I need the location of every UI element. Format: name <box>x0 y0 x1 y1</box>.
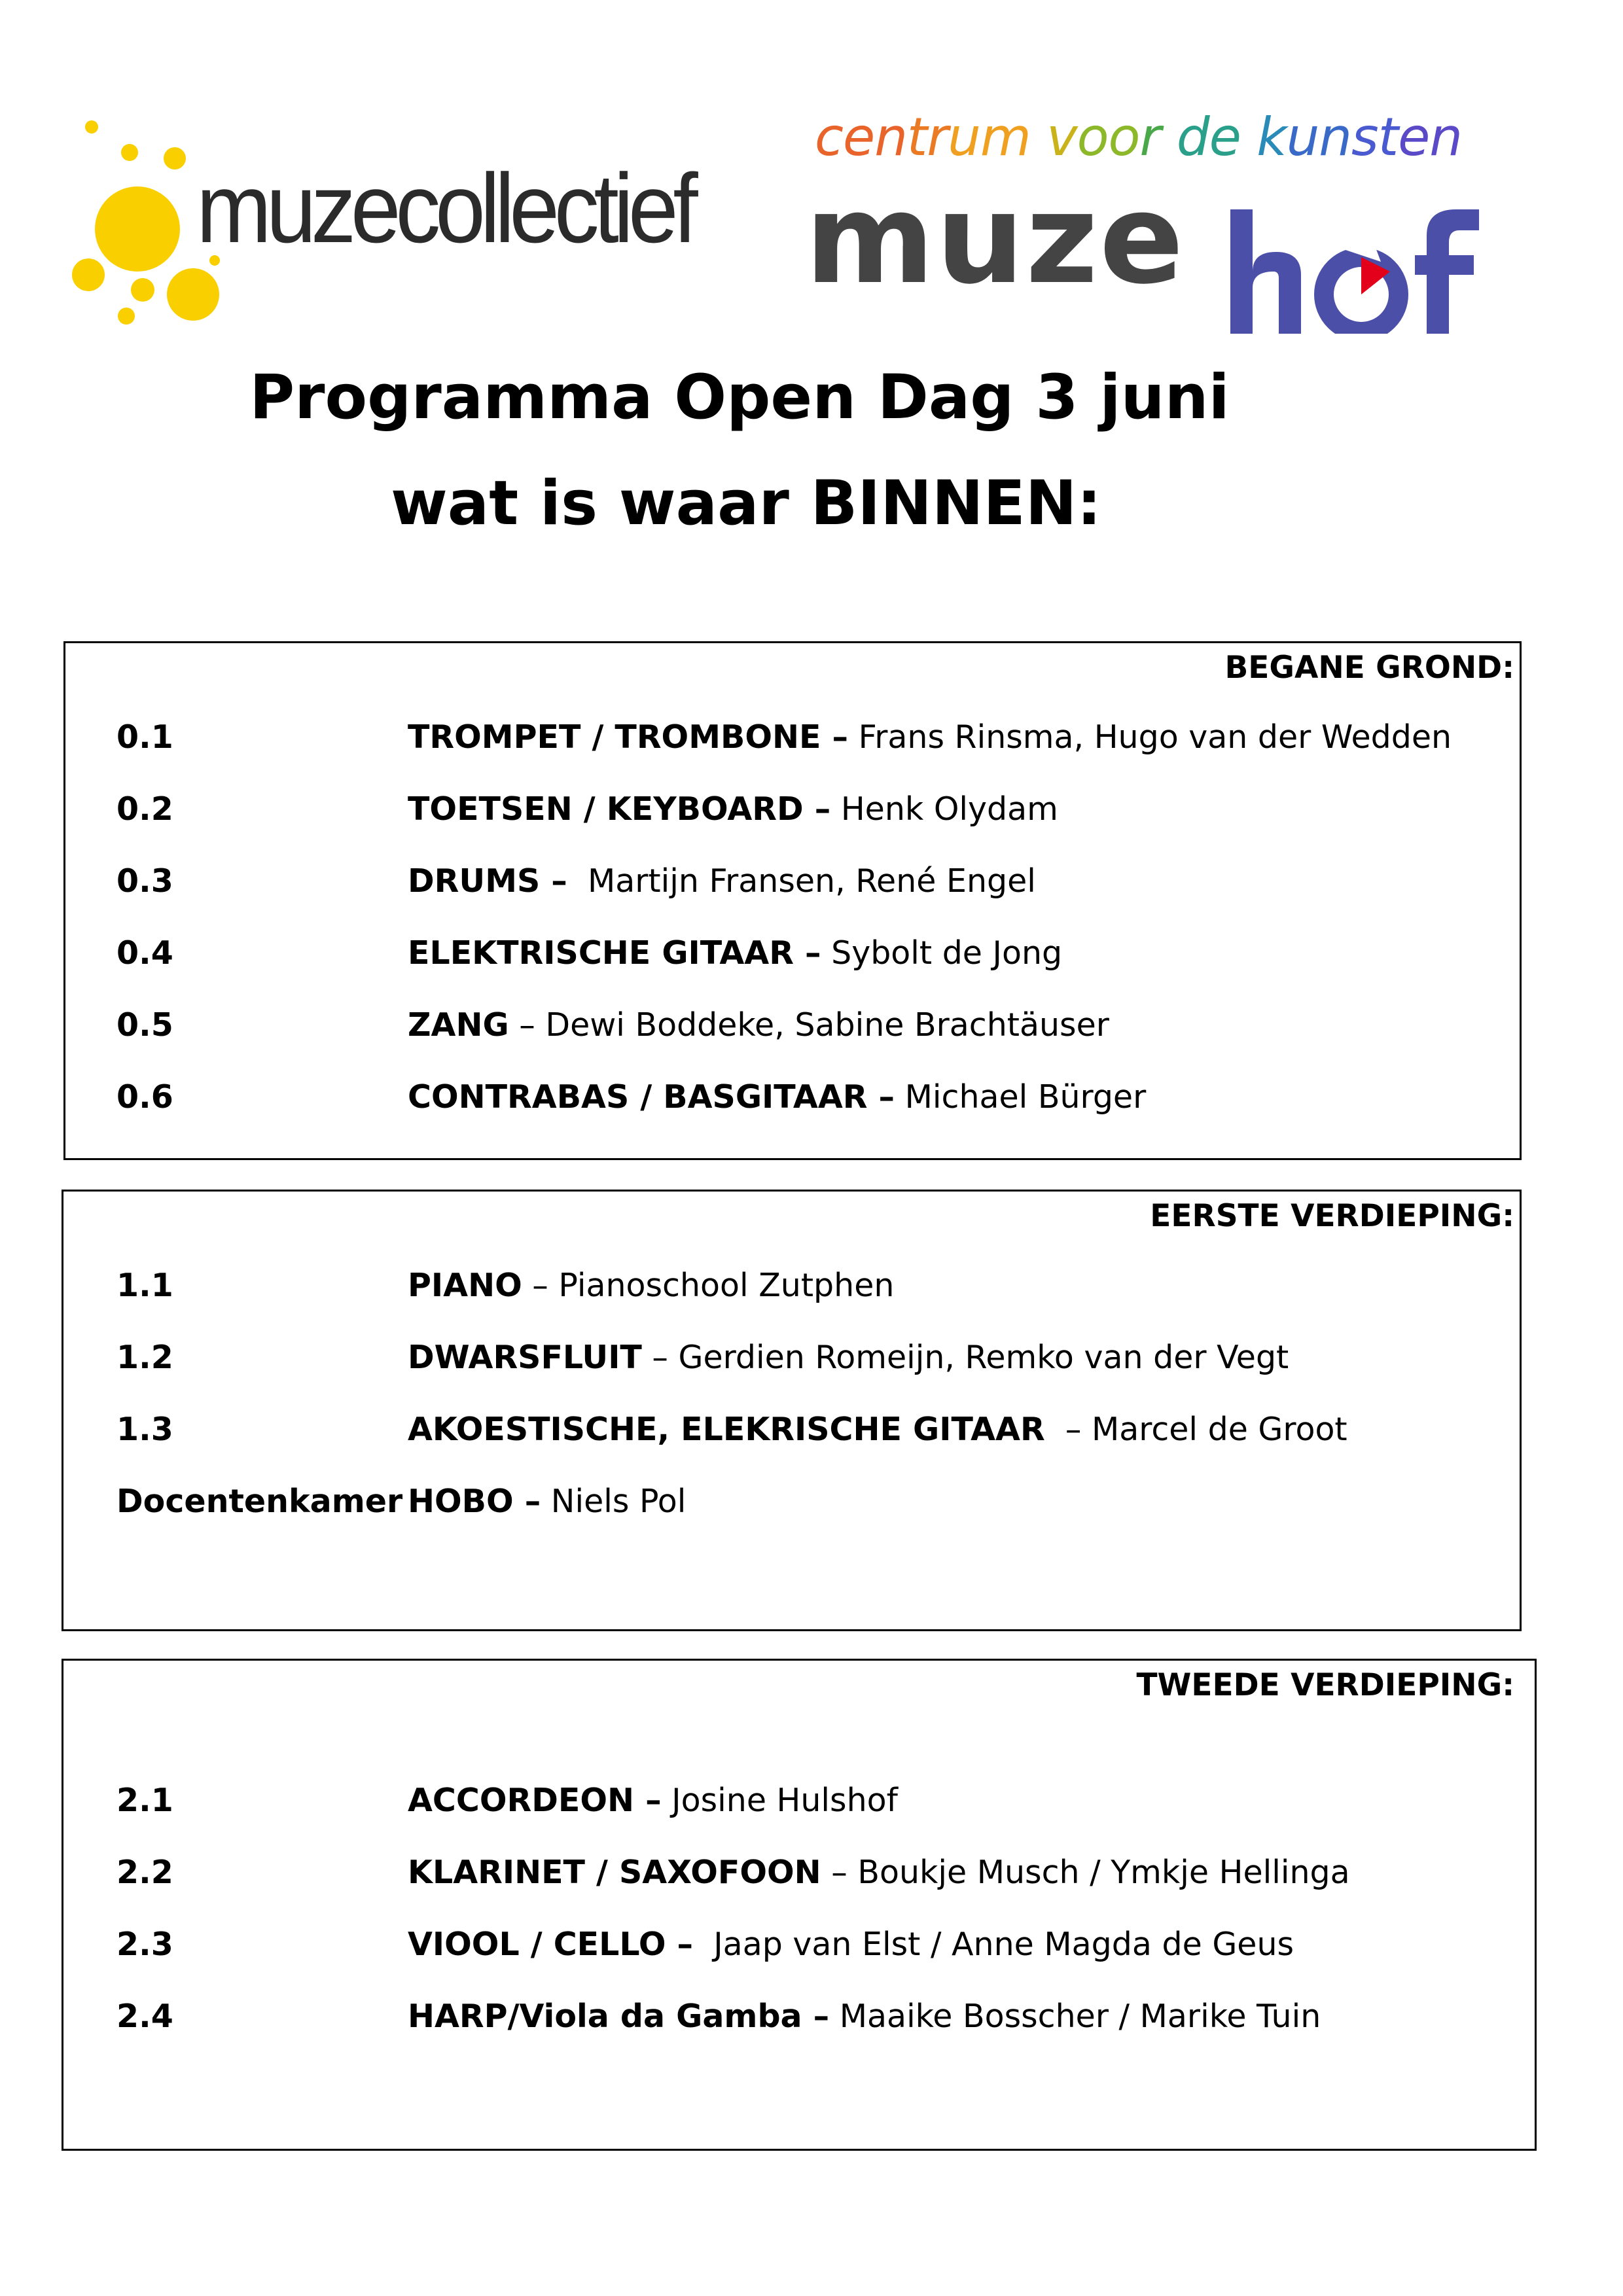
room-number: 1.3 <box>116 1411 173 1448</box>
room-number: 2.1 <box>116 1782 173 1819</box>
floor-heading: TWEEDE VERDIEPING: <box>1136 1667 1514 1703</box>
teachers: Sybolt de Jong <box>821 934 1063 972</box>
teachers: Martijn Fransen, René Engel <box>567 862 1036 900</box>
room-number: 0.6 <box>116 1078 173 1116</box>
subject: PIANO <box>408 1267 522 1304</box>
room-number: 2.4 <box>116 1998 173 2035</box>
subject: VIOOL / CELLO – <box>408 1926 694 1963</box>
page-subtitle: wat is waar BINNEN: <box>390 468 1102 539</box>
room-description <box>408 1483 686 1520</box>
muzehof-logo <box>805 107 1486 330</box>
subject: DWARSFLUIT <box>408 1339 642 1376</box>
subject: ELEKTRISCHE GITAAR – <box>408 934 821 972</box>
room-number: 0.4 <box>116 934 173 972</box>
teachers: – Boukje Musch / Ymkje Hellinga <box>821 1854 1350 1891</box>
room-description <box>408 1926 1294 1963</box>
logo-dot <box>164 147 186 169</box>
room-description <box>408 862 1036 900</box>
room-number: 2.2 <box>116 1854 173 1891</box>
room-number: 1.1 <box>116 1267 173 1304</box>
logo-dot <box>72 258 105 291</box>
muzehof-wordmark-muze: muze <box>805 167 1185 311</box>
room-description <box>408 1339 1289 1376</box>
teachers: Niels Pol <box>541 1483 687 1520</box>
teachers: Josine Hulshof <box>661 1782 898 1819</box>
subject: TROMPET / TROMBONE – <box>408 718 849 756</box>
muzehof-tagline <box>815 107 1462 168</box>
teachers: – Dewi Boddeke, Sabine Brachtäuser <box>508 1006 1109 1044</box>
teachers: – Marcel de Groot <box>1044 1411 1347 1448</box>
section-eerste-verdieping <box>62 1190 1522 1631</box>
muzecollectief-wordmark: muzecollectief <box>196 153 693 263</box>
room-description <box>408 790 1058 828</box>
room-number: 1.2 <box>116 1339 173 1376</box>
logo-dot <box>167 268 219 321</box>
teachers: Henk Olydam <box>830 790 1058 828</box>
teachers: Jaap van Elst / Anne Magda de Geus <box>693 1926 1294 1963</box>
room-number: Docentenkamer <box>116 1483 403 1520</box>
room-number: 0.5 <box>116 1006 173 1044</box>
page-title: Programma Open Dag 3 juni <box>249 362 1230 433</box>
logo-dot <box>118 308 135 325</box>
room-description <box>408 718 1452 756</box>
room-description <box>408 1998 1321 2035</box>
subject: HOBO – <box>408 1483 541 1520</box>
subject: CONTRABAS / BASGITAAR – <box>408 1078 895 1116</box>
teachers: – Pianoschool Zutphen <box>522 1267 895 1304</box>
section-begane-grond <box>63 641 1522 1160</box>
section-tweede-verdieping <box>62 1659 1537 2151</box>
room-description <box>408 1782 898 1819</box>
muzecollectief-logo <box>72 111 740 334</box>
teachers: Maaike Bosscher / Marike Tuin <box>829 1998 1321 2035</box>
subject: ACCORDEON – <box>408 1782 662 1819</box>
room-number: 2.3 <box>116 1926 173 1963</box>
logo-dot <box>121 144 138 161</box>
subject: AKOESTISCHE, ELEKRISCHE GITAAR <box>408 1411 1045 1448</box>
subject: HARP/Viola da Gamba – <box>408 1998 830 2035</box>
subject: ZANG <box>408 1006 509 1044</box>
subject: TOETSEN / KEYBOARD – <box>408 790 831 828</box>
room-number: 0.3 <box>116 862 173 900</box>
room-number: 0.1 <box>116 718 173 756</box>
room-description <box>408 1267 894 1304</box>
room-description <box>408 1854 1350 1891</box>
room-description <box>408 1078 1146 1116</box>
room-number: 0.2 <box>116 790 173 828</box>
muzehof-wordmark-hof <box>1230 196 1486 334</box>
logo-dot <box>131 278 154 302</box>
teachers: Frans Rinsma, Hugo van der Wedden <box>848 718 1452 756</box>
subject: DRUMS – <box>408 862 567 900</box>
logo-dot <box>95 186 180 272</box>
room-description <box>408 1006 1109 1044</box>
logo-dot <box>85 120 98 133</box>
tagline-text: centrum voor de kunsten <box>815 107 1462 168</box>
floor-heading: BEGANE GROND: <box>1224 650 1514 686</box>
subject: KLARINET / SAXOFOON <box>408 1854 821 1891</box>
teachers: – Gerdien Romeijn, Remko van der Vegt <box>641 1339 1289 1376</box>
teachers: Michael Bürger <box>895 1078 1147 1116</box>
floor-heading: EERSTE VERDIEPING: <box>1150 1198 1514 1234</box>
room-description <box>408 934 1062 972</box>
room-description <box>408 1411 1347 1448</box>
